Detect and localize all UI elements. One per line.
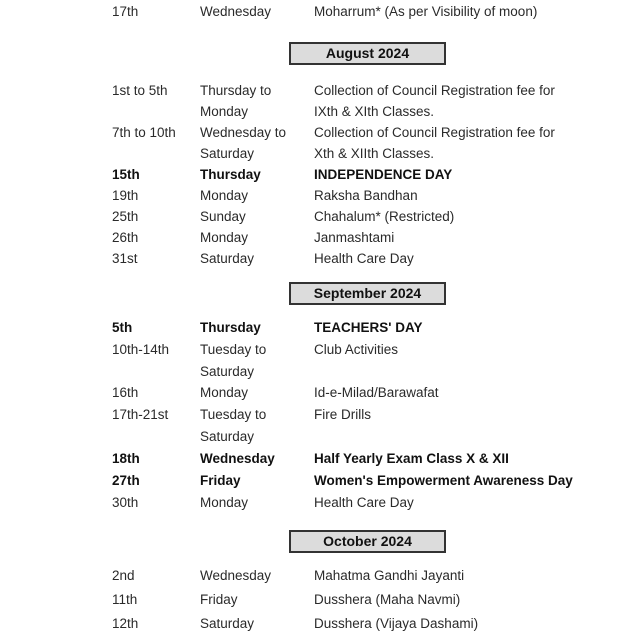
date-cell: 27th bbox=[112, 473, 140, 488]
day-cell: Wednesday bbox=[200, 451, 275, 466]
day-cell: Monday bbox=[200, 104, 249, 119]
event-cell: Chahalum* (Restricted) bbox=[314, 209, 455, 224]
month-heading-august: August 2024 bbox=[289, 42, 446, 65]
event-cell: INDEPENDENCE DAY bbox=[314, 167, 453, 182]
day-cell: Wednesday bbox=[200, 568, 272, 583]
date-cell: 18th bbox=[112, 451, 140, 466]
day-cell: Saturday bbox=[200, 251, 255, 266]
day-cell: Thursday bbox=[200, 320, 261, 335]
event-cell: Dusshera (Maha Navmi) bbox=[314, 592, 461, 607]
day-cell: Thursday to bbox=[200, 83, 272, 98]
event-cell: IXth & XIth Classes. bbox=[314, 104, 435, 119]
day-cell: Wednesday to bbox=[200, 125, 287, 140]
event-cell: Health Care Day bbox=[314, 495, 414, 510]
date-cell: 25th bbox=[112, 209, 139, 224]
event-cell: Women's Empowerment Awareness Day bbox=[314, 473, 573, 488]
date-cell: 15th bbox=[112, 167, 140, 182]
event-cell: Raksha Bandhan bbox=[314, 188, 418, 203]
date-cell: 7th to 10th bbox=[112, 125, 176, 140]
event-cell: Id-e-Milad/Barawafat bbox=[314, 385, 439, 400]
day-cell: Friday bbox=[200, 592, 238, 607]
event-cell: Health Care Day bbox=[314, 251, 414, 266]
day-cell: Monday bbox=[200, 230, 249, 245]
day-cell: Monday bbox=[200, 495, 249, 510]
day-cell: Sunday bbox=[200, 209, 246, 224]
month-heading-september: September 2024 bbox=[289, 282, 446, 305]
date-cell: 11th bbox=[112, 592, 138, 607]
date-cell: 26th bbox=[112, 230, 139, 245]
month-heading-october: October 2024 bbox=[289, 530, 446, 553]
date-cell: 17th-21st bbox=[112, 407, 169, 422]
day-cell: Monday bbox=[200, 385, 249, 400]
event-cell: Mahatma Gandhi Jayanti bbox=[314, 568, 465, 583]
event-cell: Moharrum* (As per Visibility of moon) bbox=[314, 4, 538, 19]
day-cell: Saturday bbox=[200, 616, 255, 631]
event-cell: Dusshera (Vijaya Dashami) bbox=[314, 616, 479, 631]
day-cell: Wednesday bbox=[200, 4, 272, 19]
event-cell: Collection of Council Registration fee for bbox=[314, 125, 555, 140]
date-cell: 19th bbox=[112, 188, 139, 203]
date-cell: 10th-14th bbox=[112, 342, 170, 357]
date-cell: 1st to 5th bbox=[112, 83, 168, 98]
event-cell: Collection of Council Registration fee for bbox=[314, 83, 555, 98]
day-cell: Monday bbox=[200, 188, 249, 203]
event-cell: TEACHERS' DAY bbox=[314, 320, 423, 335]
event-cell: Xth & XIIth Classes. bbox=[314, 146, 435, 161]
day-cell: Friday bbox=[200, 473, 241, 488]
date-cell: 16th bbox=[112, 385, 139, 400]
day-cell: Saturday bbox=[200, 364, 255, 379]
day-cell: Saturday bbox=[200, 429, 255, 444]
date-cell: 2nd bbox=[112, 568, 135, 583]
day-cell: Saturday bbox=[200, 146, 255, 161]
date-cell: 31st bbox=[112, 251, 138, 266]
day-cell: Thursday bbox=[200, 167, 261, 182]
day-cell: Tuesday to bbox=[200, 342, 267, 357]
date-cell: 5th bbox=[112, 320, 133, 335]
date-cell: 12th bbox=[112, 616, 139, 631]
date-cell: 30th bbox=[112, 495, 139, 510]
event-cell: Club Activities bbox=[314, 342, 399, 357]
event-cell: Half Yearly Exam Class X & XII bbox=[314, 451, 509, 466]
event-cell: Fire Drills bbox=[314, 407, 371, 422]
event-cell: Janmashtami bbox=[314, 230, 395, 245]
day-cell: Tuesday to bbox=[200, 407, 267, 422]
date-cell: 17th bbox=[112, 4, 139, 19]
